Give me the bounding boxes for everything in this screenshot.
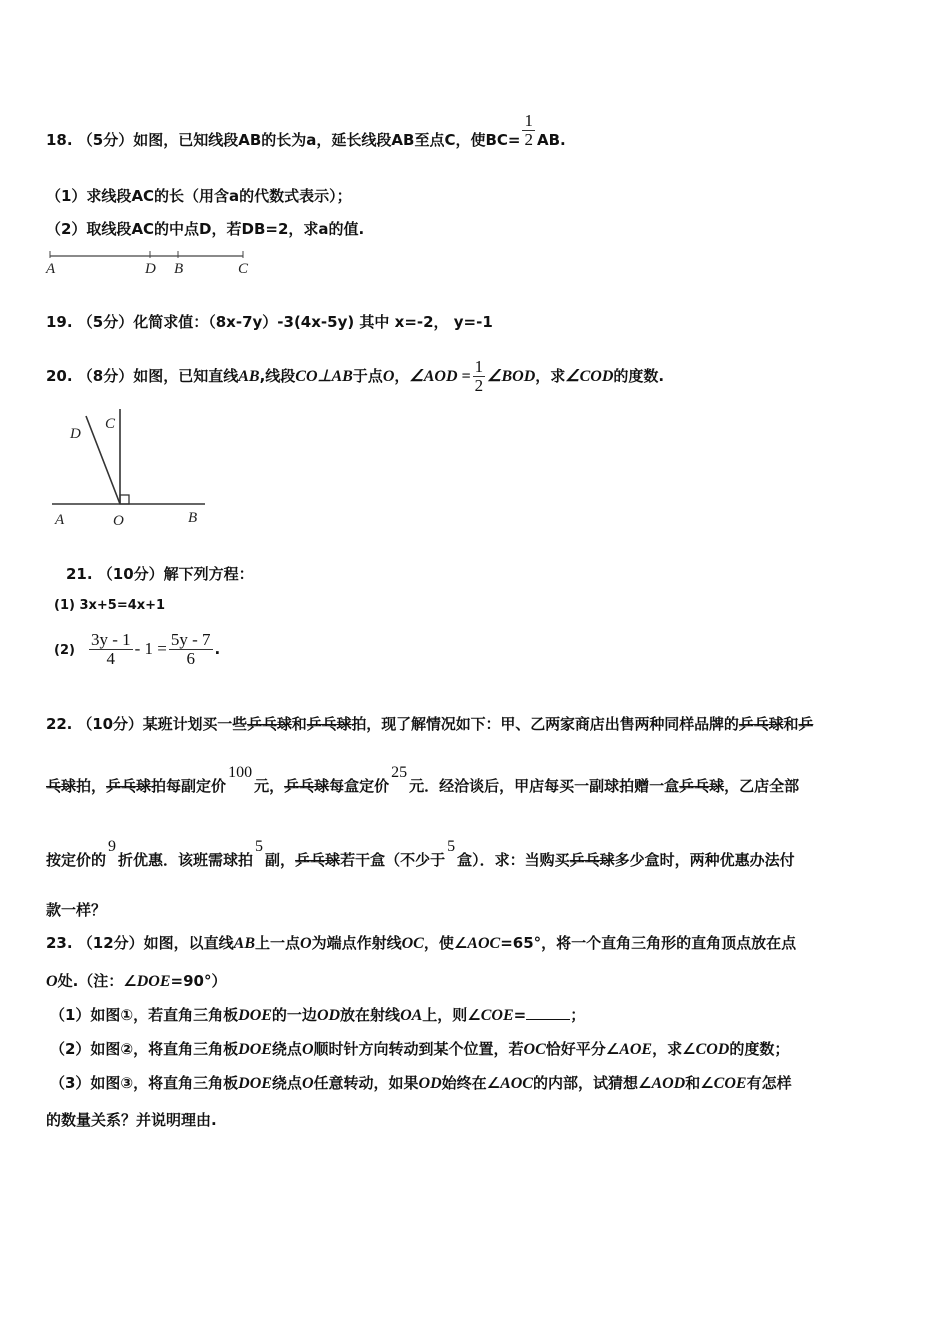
label-b: B [174, 261, 184, 277]
q23-line2: O处.（注：∠DOE=90°） [46, 972, 227, 990]
q23-line1: 23. （12分）如图，以直线AB上一点O为端点作射线OC，使∠AOC=65°，将一个直角三角形的直角顶点放在点 [46, 934, 797, 952]
q20-fraction: $\frac{1}{2}$ [474, 357, 484, 395]
q22-line3: 按定价的9折优惠．该班需球拍5副，乒乓球若干盒（不少于5盒）．求：当购买乒乓球多少盒时，两种优惠办法付 [46, 838, 795, 869]
q18-part2: （2）取线段AC的中点D，若DB=2，求a的值. [46, 220, 365, 238]
q22-line1: 22. （10分）某班计划买一些乒乓球和乒乓球拍，现了解情况如下：甲、乙两家商店出售两种同样品牌的乒乓球和乒 [46, 715, 814, 733]
q22-line4: 款一样？ [46, 901, 107, 919]
q18-fraction: $\frac{1}{2}$ [524, 111, 533, 149]
q23-part3: （3）如图③，将直角三角板DOE绕点O任意转动，如果OD始终在∠AOC的内部，试猜想∠AOD和∠COE有怎样 [50, 1074, 792, 1092]
q21-part1: (1) 3x+5=4x+1 [54, 598, 166, 613]
q21-fraction-1: $\frac{3y - 1}{4}$ [90, 630, 131, 668]
q20-line: 20. （8分）如图，已知直线AB,线段CO⊥AB于点O，∠AOD = $\frac{1}{2}$ ∠BOD，求∠COD的度数. [46, 357, 665, 395]
label-b: B [188, 510, 198, 526]
q23-part2: （2）如图②，将直角三角板DOE绕点O顺时针方向转动到某个位置，若OC恰好平分∠AOE，求∠COD的度数； [50, 1040, 790, 1058]
label-a: A [55, 512, 65, 528]
label-c: C [105, 416, 116, 432]
label-d: D [70, 426, 81, 442]
answer-blank[interactable] [526, 1005, 570, 1020]
q21-title: 21. （10分）解下列方程： [66, 565, 254, 583]
q18-segment-figure [40, 246, 270, 278]
q21-fraction-2: $\frac{5y - 7}{6}$ [170, 630, 211, 668]
label-o: O [113, 513, 124, 529]
q22-line2: 乓球拍，乒乓球拍每副定价100元，乒乓球每盒定价25元．经洽谈后，甲店每买一副球拍赠一盒乒乓球，乙店全部 [46, 764, 800, 795]
q18-part1: （1）求线段AC的长（用含a的代数式表示）； [46, 187, 352, 205]
q18-line1: 18. （5分）如图，已知线段AB的长为a，延长线段AB至点C，使BC= $\frac{1}{2}$ AB. [46, 111, 566, 149]
q19-line: 19. （5分）化简求值：（8x-7y）-3(4x-5y) 其中 x=-2， y=-1 [46, 313, 493, 331]
q20-angle-figure [48, 404, 213, 532]
q18-text: 18. （5分）如图，已知线段AB的长为a，延长线段AB至点C，使BC= [46, 131, 521, 149]
label-d: D [145, 261, 156, 277]
q23-part1: （1）如图①，若直角三角板DOE的一边OD放在射线OA上，则∠COE= ； [50, 1006, 586, 1024]
q21-part2: (2) $\frac{3y - 1}{4}$ - 1 = $\frac{5y - 7}{6}$ . [54, 630, 221, 668]
right-angle-mark [120, 495, 129, 504]
label-a: A [46, 261, 56, 277]
q23-part3-line2: 的数量关系？并说明理由. [46, 1111, 217, 1129]
label-c: C [238, 261, 249, 277]
